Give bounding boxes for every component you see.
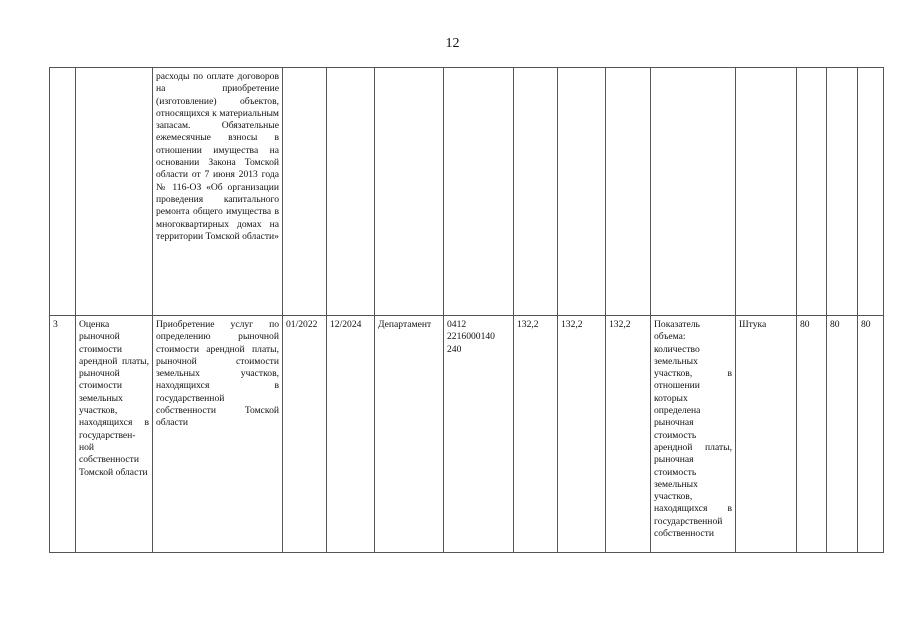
cell-end: 12/2024	[327, 316, 375, 553]
cell-value-3: 80	[858, 316, 884, 553]
cell-end	[327, 68, 375, 316]
cell-code	[444, 68, 514, 316]
cell-value-2	[827, 68, 858, 316]
cell-unit	[736, 68, 797, 316]
table-row-continued	[50, 68, 884, 316]
cell-start	[283, 68, 327, 316]
cell-value-3	[858, 68, 884, 316]
cell-amount-2: 132,2	[558, 316, 606, 553]
cell-indicator: Показатель объема: количество земельных участков, в отношении которых определена рыночная стоимость арендной платы, рыночная стоимость земельных участков, находящихся в государственной собственности	[651, 316, 736, 553]
cell-executor: Департамент	[375, 316, 444, 553]
description-part-2: Обязательные ежемесячные взносы в отношении имущества на основании Закона Томской области от 7 июня 2013 года № 116-ОЗ «Об организации проведения капитального ремонта общего имущества в многоквартирных домах на территории Томской области»	[156, 120, 279, 242]
cell-code: 0412 2216000140 240	[444, 316, 514, 553]
cell-description	[153, 68, 283, 316]
cell-amount-1: 132,2	[514, 316, 558, 553]
cell-num: 3	[50, 316, 76, 553]
cell-value-2: 80	[827, 316, 858, 553]
cell-value-1	[797, 68, 827, 316]
cell-executor	[375, 68, 444, 316]
cell-description: Приобретение услуг по определению рыночной стоимости арендной платы, рыночной стоимости земельных участков, находящихся в государственной собственности Томской области	[153, 316, 283, 553]
cell-indicator	[651, 68, 736, 316]
cell-amount-3: 132,2	[606, 316, 651, 553]
program-table	[49, 67, 884, 553]
table-row-3	[50, 316, 884, 553]
cell-amount-3	[606, 68, 651, 316]
cell-value-1: 80	[797, 316, 827, 553]
cell-amount-1	[514, 68, 558, 316]
cell-amount-2	[558, 68, 606, 316]
cell-name: Оценка рыночной стоимости арендной платы, рыночной стоимости земельных участков, находящихся в государствен-ной собственности Томской области	[76, 316, 153, 553]
page-number: 12	[445, 36, 460, 51]
cell-name	[76, 68, 153, 316]
cell-unit: Штука	[736, 316, 797, 553]
description-part-1: расходы по оплате договоров на приобретение (изготовление) объектов, относящихся к материальным запасам.	[156, 71, 279, 132]
cell-start: 01/2022	[283, 316, 327, 553]
cell-num	[50, 68, 76, 316]
